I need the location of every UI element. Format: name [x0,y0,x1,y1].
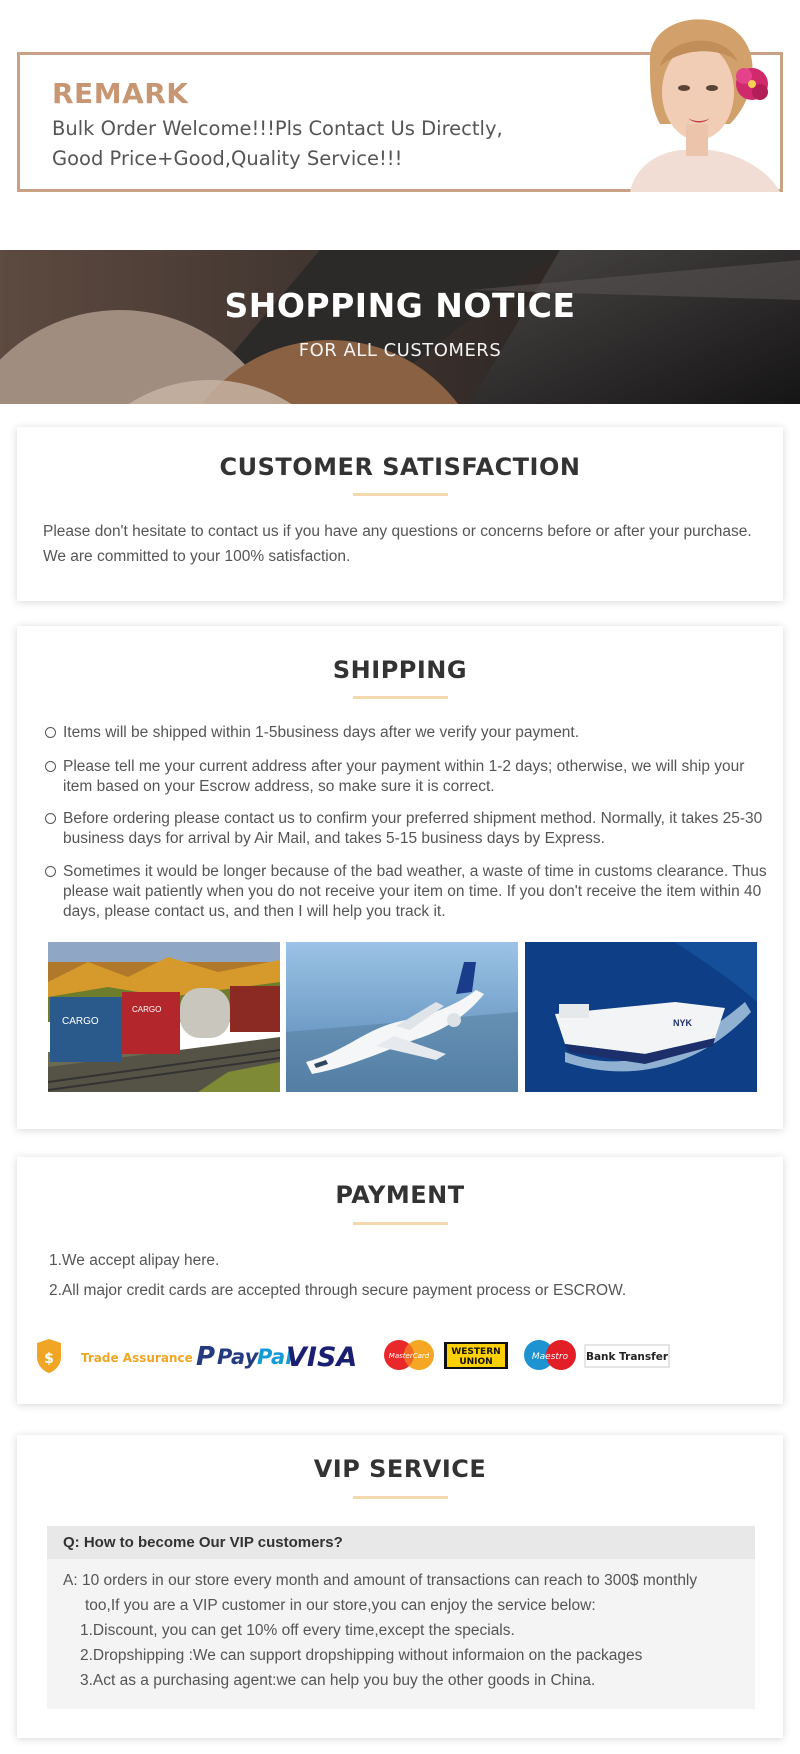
payment-line-2: 2.All major credit cards are accepted through secure payment process or ESCROW. [49,1282,627,1299]
title-divider [353,696,448,699]
section-title: CUSTOMER SATISFACTION [219,453,581,481]
remark-title: REMARK [52,77,189,110]
vip-service-card [17,1435,783,1738]
svg-text:Pay: Pay [217,1345,259,1369]
faq-answer-line: A: 10 orders in our store every month and amount of transactions can reach to 300$ monthly [63,1572,698,1589]
svg-text:VISA: VISA [286,1342,358,1373]
banner-subtitle: FOR ALL CUSTOMERS [298,340,502,361]
customer-satisfaction-card [17,427,783,601]
faq-answer-line: too,If you are a VIP customer in our store,you can enjoy the service below: [85,1597,596,1614]
payment-card [17,1157,783,1404]
shipping-bullet [45,757,775,797]
faq-question: Q: How to become Our VIP customers? [63,1534,343,1551]
cargo-ship-photo [525,942,757,1092]
circle-bullet-icon [45,813,56,824]
cargo-label: CARGO [62,1016,99,1027]
shipping-bullet-text: Please tell me your current address after your payment within 1-2 days; otherwise, we will ship your item based on your Escrow address, so make sure it is correct. [63,758,745,795]
shipping-bullet [45,809,775,849]
svg-text:Trade Assurance: Trade Assurance [81,1351,193,1365]
title-divider [353,493,448,496]
section-title: PAYMENT [335,1181,465,1209]
remark-line-2: Good Price+Good,Quality Service!!! [52,147,403,170]
western-union-logo [444,1342,508,1369]
paypal-logo [196,1342,293,1372]
faq-answer-line: 3.Act as a purchasing agent:we can help you buy the other goods in China. [80,1672,596,1689]
satisfaction-text-1: Please don't hesitate to contact us if you have any questions or concerns before or after your purchase. [43,523,752,540]
shipping-card [17,626,783,1129]
shipping-bullet-text: Sometimes it would be longer because of the bad weather, a waste of time in customs clearance. Thus please wait patiently when you do not receive your item on time. If you don't receive the item within 40 days, please contact us, and then I will help you track it. [63,863,767,920]
title-divider [353,1222,448,1225]
svg-text:MasterCard: MasterCard [388,1352,430,1360]
faq-answer-line: 2.Dropshipping :We can support dropshipping without informaion on the packages [80,1647,643,1664]
svg-text:Bank Transfer: Bank Transfer [585,1351,669,1363]
maestro-logo [524,1340,576,1370]
section-title: SHIPPING [332,656,468,684]
ship-label: NYK [673,1018,693,1028]
bank-transfer-logo [585,1345,669,1367]
payment-line-1: 1.We accept alipay here. [49,1252,220,1269]
shipping-bullet [45,723,775,743]
svg-text:Maestro: Maestro [531,1352,569,1362]
faq-answer-line: 1.Discount, you can get 10% off every time,except the specials. [80,1622,515,1639]
mastercard-logo [384,1340,434,1370]
circle-bullet-icon [45,727,56,738]
banner-title: SHOPPING NOTICE [224,286,576,325]
cargo-label: CARGO [132,1005,162,1014]
remark-line-1: Bulk Order Welcome!!!Pls Contact Us Directly, [52,117,503,140]
svg-text:$: $ [44,1351,54,1367]
payment-logos [17,1335,783,1375]
faq-question-box [47,1526,755,1559]
shopping-notice-banner [0,250,800,404]
section-title: VIP SERVICE [313,1455,487,1483]
svg-text:Pal: Pal [257,1345,293,1369]
shipping-bullet-text: Before ordering please contact us to confirm your preferred shipment method. Normally, it takes 25-30 business days for arrival by Air Mail, and takes 5-15 business days by Express. [63,810,763,847]
trade-assurance-logo [37,1339,193,1373]
svg-text:WESTERN: WESTERN [451,1347,501,1357]
satisfaction-text-2: We are committed to your 100% satisfaction. [43,548,351,565]
visa-logo [286,1342,357,1373]
circle-bullet-icon [45,761,56,772]
model-portrait-image [590,14,786,192]
faq-answer-box [47,1559,755,1709]
shipping-bullet-text: Items will be shipped within 1-5business days after we verify your payment. [63,724,580,741]
svg-text:P: P [196,1342,216,1372]
shipping-bullet [45,862,775,922]
svg-text:UNION: UNION [459,1357,493,1367]
title-divider [353,1496,448,1499]
train-cargo-photo [48,942,280,1092]
airplane-photo [286,942,518,1092]
circle-bullet-icon [45,866,56,877]
